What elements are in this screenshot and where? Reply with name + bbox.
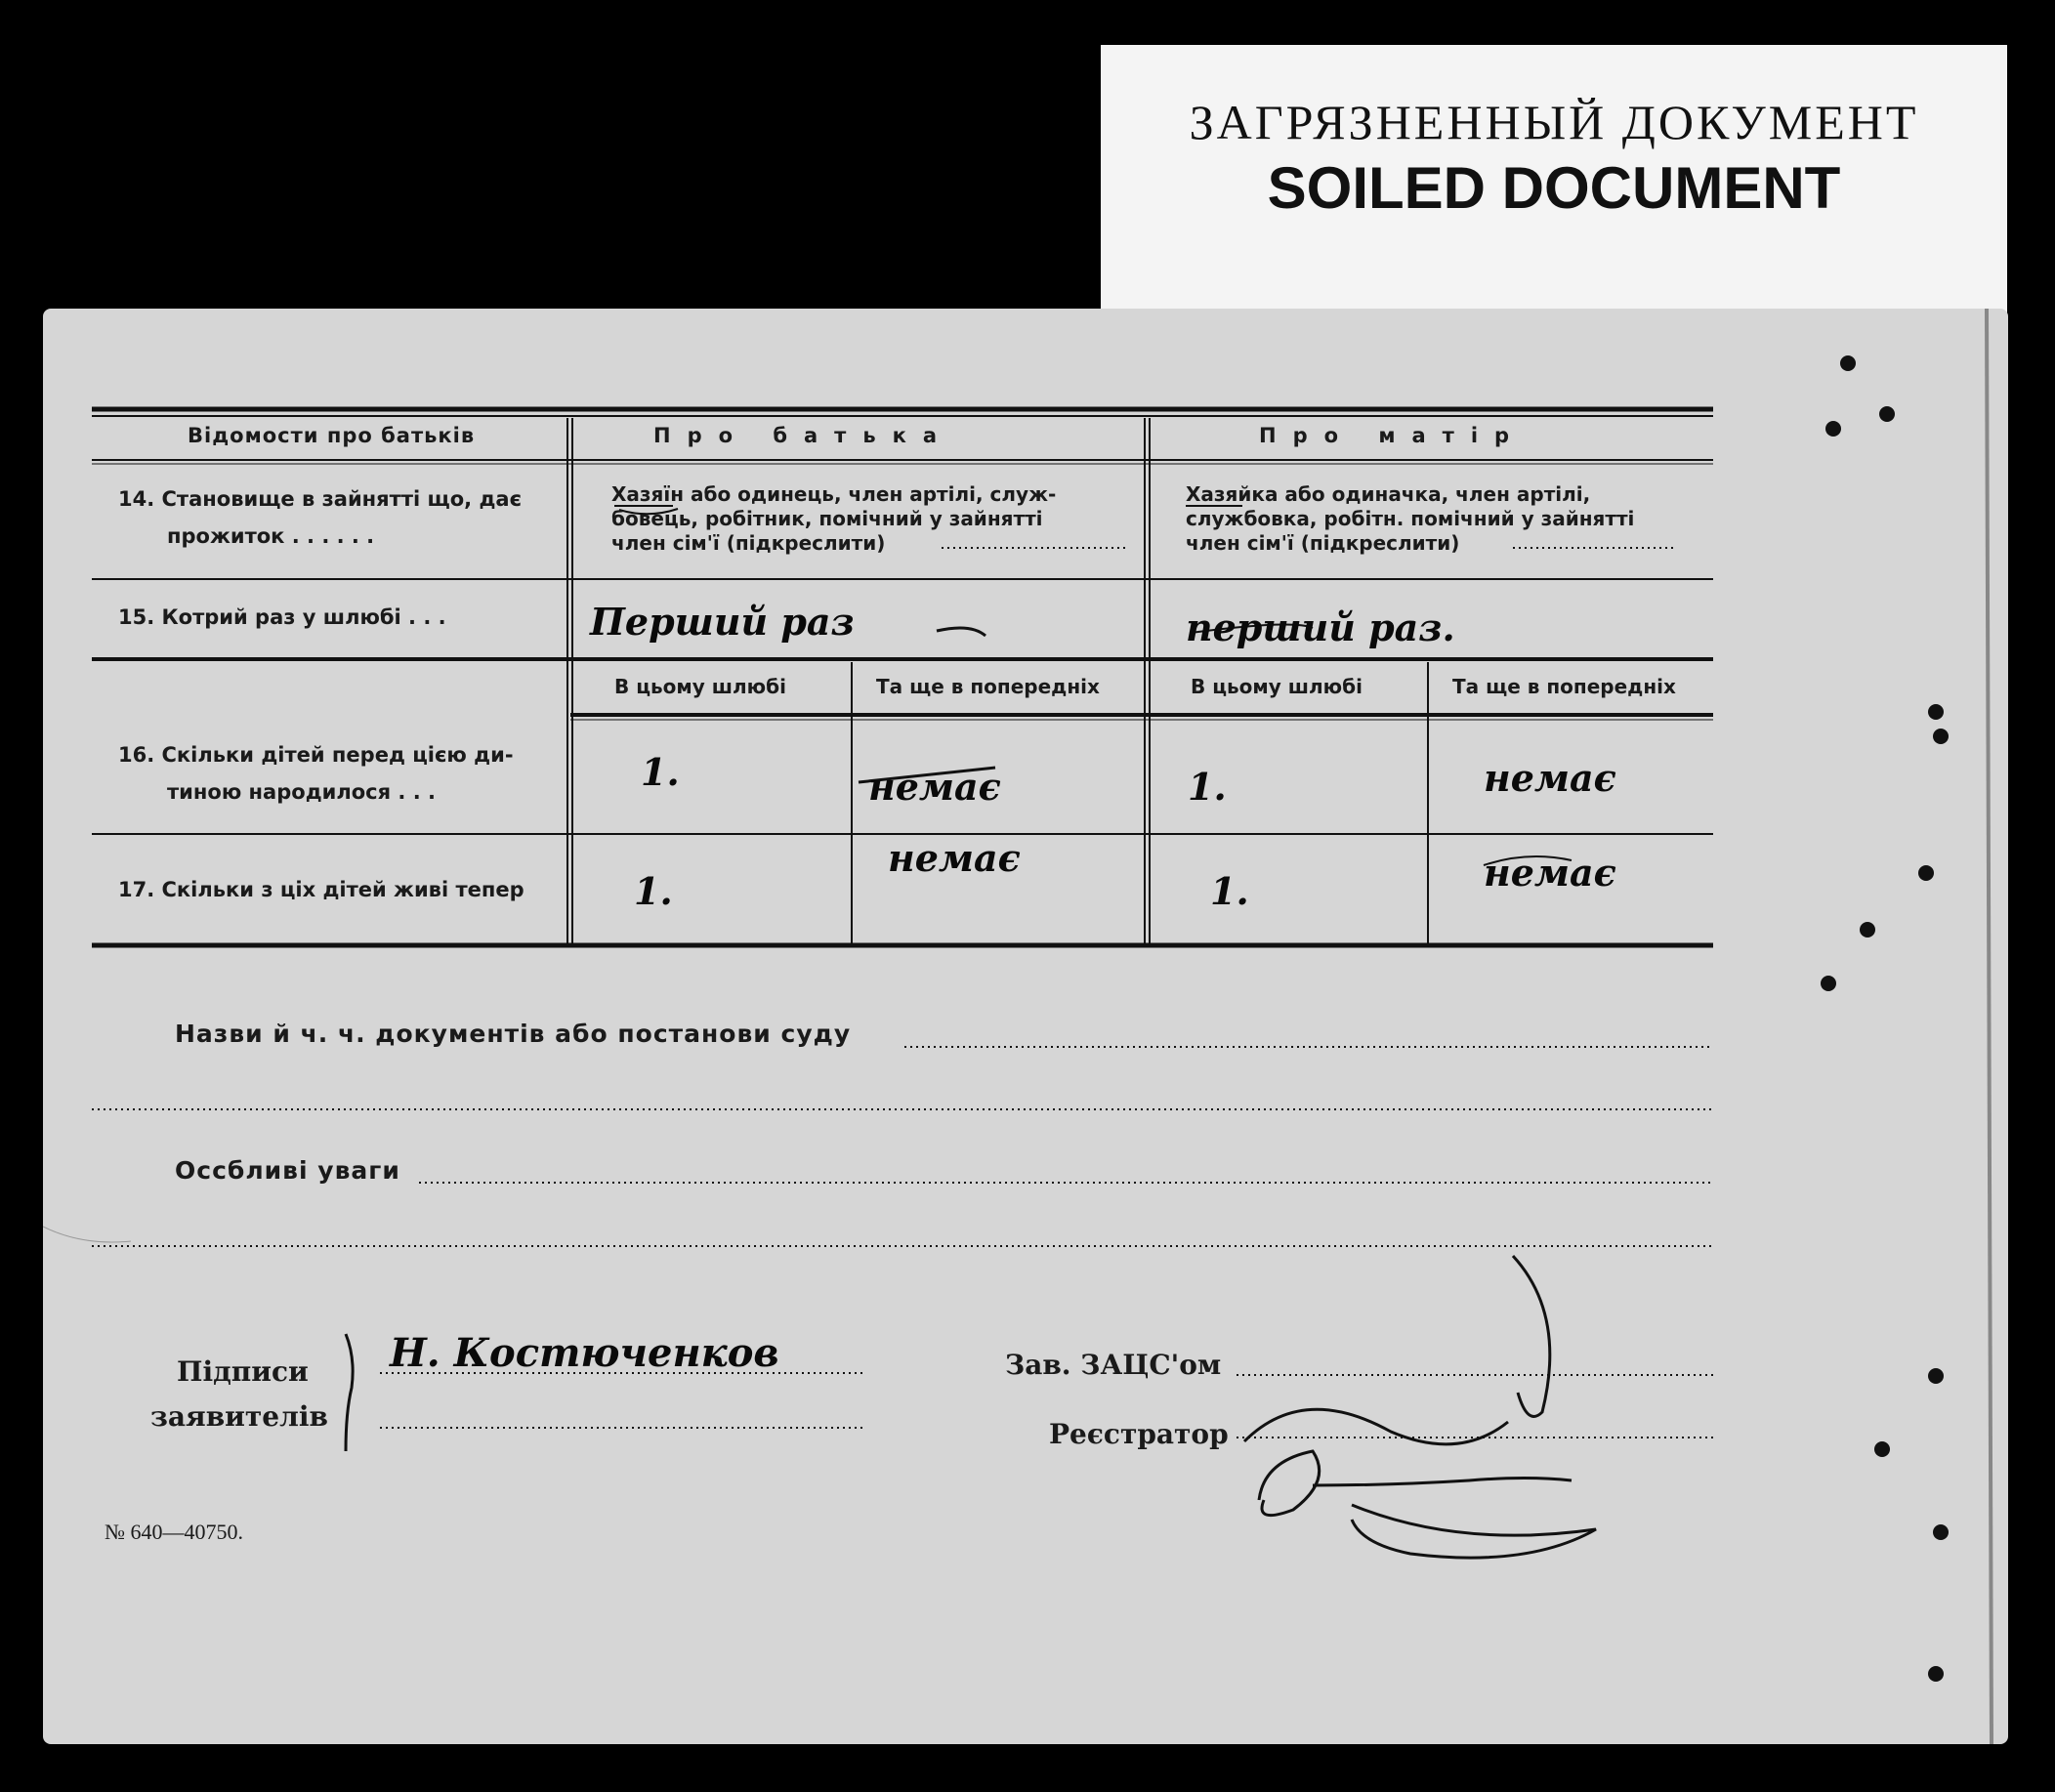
- subheader-mother-previous: Та ще в попередніх: [1452, 675, 1676, 698]
- subheader-mother-this-marriage: В цьому шлюбі: [1191, 675, 1363, 698]
- punch-hole: [1860, 922, 1875, 938]
- row14-label-line2: прожиток . . . . . .: [167, 524, 375, 548]
- row17-mother-prev: немає: [1484, 851, 1616, 895]
- row16-father-this: 1.: [641, 750, 680, 794]
- row16-mother-this: 1.: [1188, 765, 1227, 809]
- row15-father-value: Перший раз: [590, 600, 855, 644]
- row17-mother-this: 1.: [1210, 869, 1249, 913]
- punch-hole: [1928, 704, 1944, 720]
- applicant-signature: Н. Костюченков: [390, 1330, 779, 1376]
- row15-mother-value: перший раз.: [1186, 605, 1455, 649]
- signatures-label-line1: Підписи: [177, 1355, 309, 1388]
- row16-father-prev: немає: [868, 765, 1001, 809]
- row14-father-line3: член сім'ї (підкреслити): [611, 531, 886, 555]
- punch-hole: [1933, 1524, 1949, 1540]
- documents-label: Назви й ч. ч. документів або постанови суду: [175, 1020, 852, 1048]
- form-page: [43, 309, 2008, 1744]
- row17-label: 17. Скільки з ціх дітей живі тепер: [118, 878, 524, 901]
- row14-mother-line3: член сім'ї (підкреслити): [1186, 531, 1460, 555]
- punch-hole: [1874, 1441, 1890, 1457]
- form-number: № 640—40750.: [105, 1520, 243, 1544]
- registrar-label: Реєстратор: [1049, 1418, 1229, 1450]
- row14-mother-line2: службовка, робітн. помічний у зайнятті: [1186, 507, 1635, 530]
- punch-hole: [1840, 355, 1856, 371]
- row14-label-line1: 14. Становище в зайнятті що, дає: [118, 487, 523, 511]
- punch-hole: [1928, 1666, 1944, 1682]
- punch-hole: [1928, 1368, 1944, 1384]
- row17-father-this: 1.: [634, 869, 673, 913]
- header-parents-info: Відомости про батьків: [188, 424, 476, 447]
- header-about-mother: Про матір: [1259, 424, 1527, 447]
- remarks-label: Оссбливі уваги: [175, 1156, 400, 1185]
- signatures-label-line2: заявителів: [150, 1400, 328, 1433]
- punch-hole: [1879, 406, 1895, 422]
- row14-mother-line1: Хазяйка або одиначка, член артілі,: [1186, 482, 1591, 506]
- subheader-father-this-marriage: В цьому шлюбі: [614, 675, 786, 698]
- row16-label-line2: тиною народилося . . .: [167, 780, 436, 804]
- subheader-father-previous: Та ще в попередніх: [876, 675, 1100, 698]
- row15-label: 15. Котрий раз у шлюбі . . .: [118, 605, 446, 629]
- row14-father-line2: бовець, робітник, помічний у зайнятті: [611, 507, 1043, 530]
- row17-father-prev: немає: [888, 836, 1021, 880]
- label-russian: ЗАГРЯЗНЕННЫЙ ДОКУМЕНТ: [1189, 95, 1919, 149]
- punch-hole: [1825, 421, 1841, 437]
- registry-head-label: Зав. ЗАЦС'ом: [1005, 1349, 1222, 1381]
- row16-label-line1: 16. Скільки дітей перед цією ди-: [118, 743, 514, 767]
- punch-hole: [1933, 729, 1949, 744]
- punch-hole: [1918, 865, 1934, 881]
- soiled-document-label: [1101, 45, 2007, 323]
- row14-father-line1: Хазяїн або одинець, член артілі, служ-: [611, 482, 1057, 506]
- label-english: SOILED DOCUMENT: [1267, 155, 1841, 221]
- row16-mother-prev: немає: [1484, 756, 1616, 800]
- header-about-father: Про батька: [653, 424, 954, 447]
- punch-hole: [1821, 976, 1836, 991]
